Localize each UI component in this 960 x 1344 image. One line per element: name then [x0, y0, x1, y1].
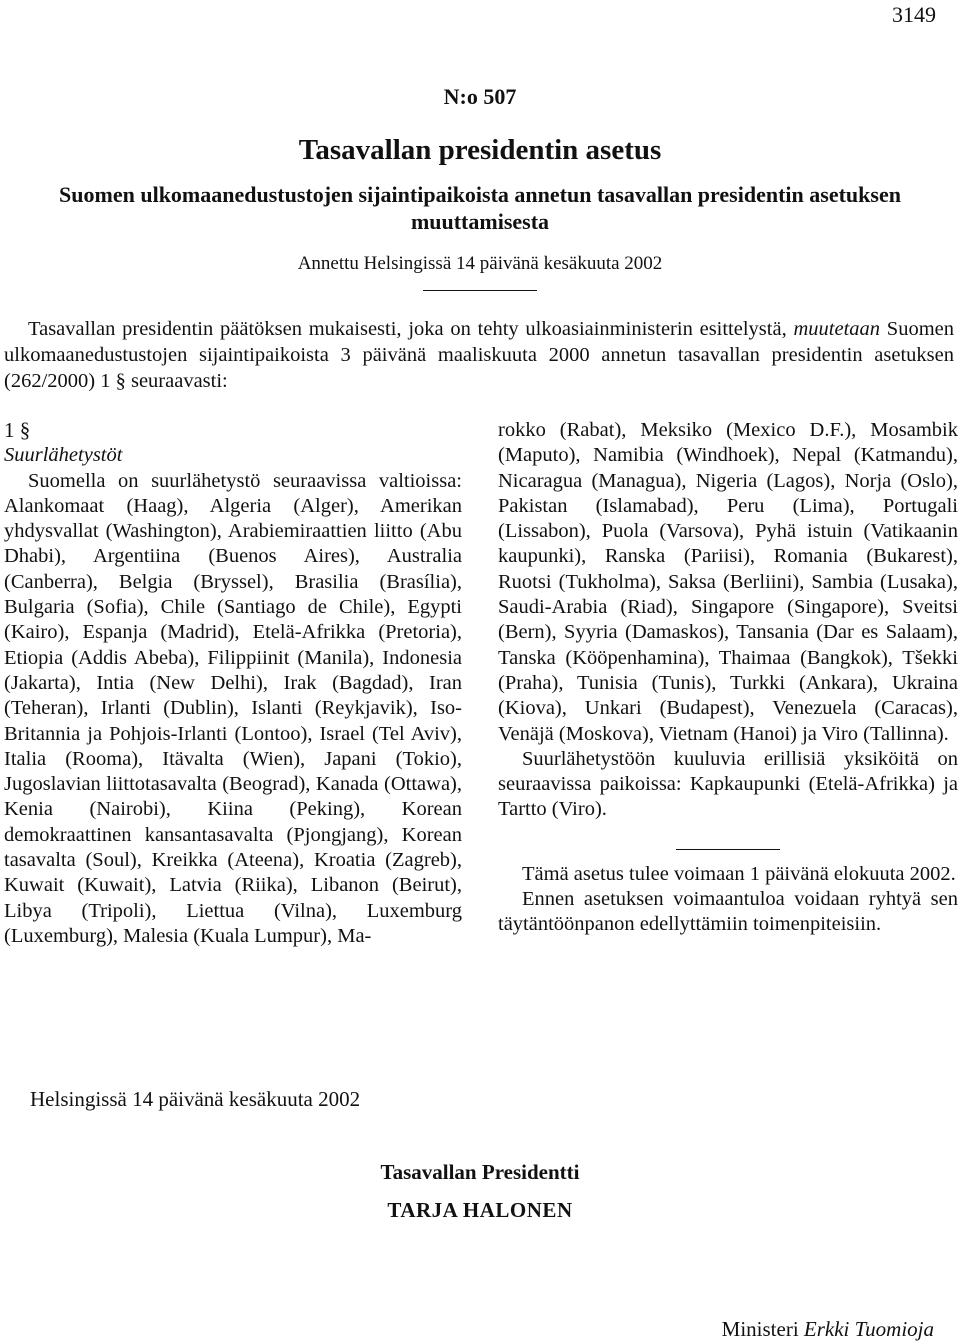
right-column	[498, 418, 958, 938]
prior-measures-paragraph: Ennen asetuksen voimaantuloa voidaan ryhtyä sen täytäntöönpanon edellyttämiin toimenpiteisiin.	[498, 888, 958, 936]
separate-units-paragraph: Suurlähetystöön kuuluvia erillisiä yksiköitä on seuraavissa paikoissa: Kapkaupunki (Etelä-Afrikka) ja Tartto (Viro).	[498, 747, 958, 821]
document-title: Tasavallan presidentin asetus	[298, 134, 662, 166]
minister-label: Ministeri	[721, 1317, 799, 1341]
section-heading: Suurlähetystöt	[4, 444, 123, 467]
section-number: 1 §	[4, 418, 31, 442]
embassy-list-part-2: rokko (Rabat), Meksiko (Mexico D.F.), Mosambik (Maputo), Namibia (Windhoek), Nepal (Katmandu), Nicaragua (Managua), Nigeria (Lagos), Norja (Oslo), Pakistan (Islamabad), Peru (Lima), Portugali (Lissabon), Puola (Varsova), Pyhä istuin (Vatikaanin kaupunki), Ranska (Pariisi), Romania (Bukarest), Ruotsi (Tukholma), Saksa (Berliini), Sambia (Lusaka), Saudi-Arabia (Riad), Singapore (Singapore), Sveitsi (Bern), Syyria (Damaskos), Tansania (Dar es Salaam), Tanska (Kööpenhamina), Thaimaa (Bangkok), Tšekki (Praha), Tunisia (Tunis), Turkki (Ankara), Ukraina (Kiova), Unkari (Budapest), Venezuela (Caracas), Venäjä (Moskova), Vietnam (Hanoi) ja Viro (Tallinna).	[498, 419, 958, 745]
left-column	[4, 418, 462, 949]
issued-date-line: Annettu Helsingissä 14 päivänä kesäkuuta 2002	[297, 253, 663, 274]
preamble-text-2: Suomen ulkomaanedustustojen sijaintipaikoista 3 päivänä maaliskuuta 2000 annetun tasavallan presidentin asetuksen (262/2000) 1 § seuraavasti:	[4, 318, 955, 392]
section-divider	[676, 849, 780, 850]
signatory-title: Tasavallan Presidentti	[380, 1160, 580, 1184]
embassy-list-part-1: Suomella on suurlähetystö seuraavissa valtioissa: Alankomaat (Haag), Algeria (Alger), Amerikan yhdysvallat (Washington), Arabiemiraattien liitto (Abu Dhabi), Argentiina (Buenos Aires), Australia (Canberra), Belgia (Bryssel), Brasilia (Brasília), Bulgaria (Sofia), Chile (Santiago de Chile), Egypti (Kairo), Espanja (Madrid), Etelä-Afrikka (Pretoria), Etiopia (Addis Abeba), Filippiinit (Manila), Indonesia (Jakarta), Intia (New Delhi), Irak (Bagdad), Iran (Teheran), Irlanti (Dublin), Islanti (Reykjavik), Iso-Britannia ja Pohjois-Irlanti (Lontoo), Israel (Tel Aviv), Italia (Rooma), Itävalta (Wien), Japani (Tokio), Jugoslavian liittotasavalta (Beograd), Kanada (Ottawa), Kenia (Nairobi), Kiina (Peking), Korean demokraattinen kansantasavalta (Pjongjang), Korean tasavalta (Soul), Kreikka (Ateena), Kroatia (Zagreb), Kuwait (Kuwait), Latvia (Riika), Libanon (Beirut), Libya (Tripoli), Liettua (Vilna), Luxemburg (Luxemburg), Malesia (Kuala Lumpur), Ma-	[4, 469, 462, 947]
title-divider	[423, 290, 537, 291]
preamble-text-1: Tasavallan presidentin päätöksen mukaisesti, joka on tehty ulkoasiainministerin esittelystä,	[28, 318, 787, 340]
page-number: 3149	[892, 2, 936, 27]
minister-name: Erkki Tuomioja	[803, 1317, 934, 1341]
document-subtitle: Suomen ulkomaanedustustojen sijaintipaikoista annetun tasavallan presidentin asetuksen muuttamisesta	[59, 182, 901, 234]
document-number: N:o 507	[443, 84, 517, 109]
preamble	[4, 316, 954, 394]
preamble-emphasis: muutetaan	[793, 318, 881, 340]
place-and-date: Helsingissä 14 päivänä kesäkuuta 2002	[30, 1087, 361, 1111]
signatory-name: TARJA HALONEN	[387, 1198, 573, 1222]
countersignature	[722, 1317, 934, 1342]
entry-into-force-paragraph: Tämä asetus tulee voimaan 1 päivänä elokuuta 2002.	[522, 862, 956, 885]
